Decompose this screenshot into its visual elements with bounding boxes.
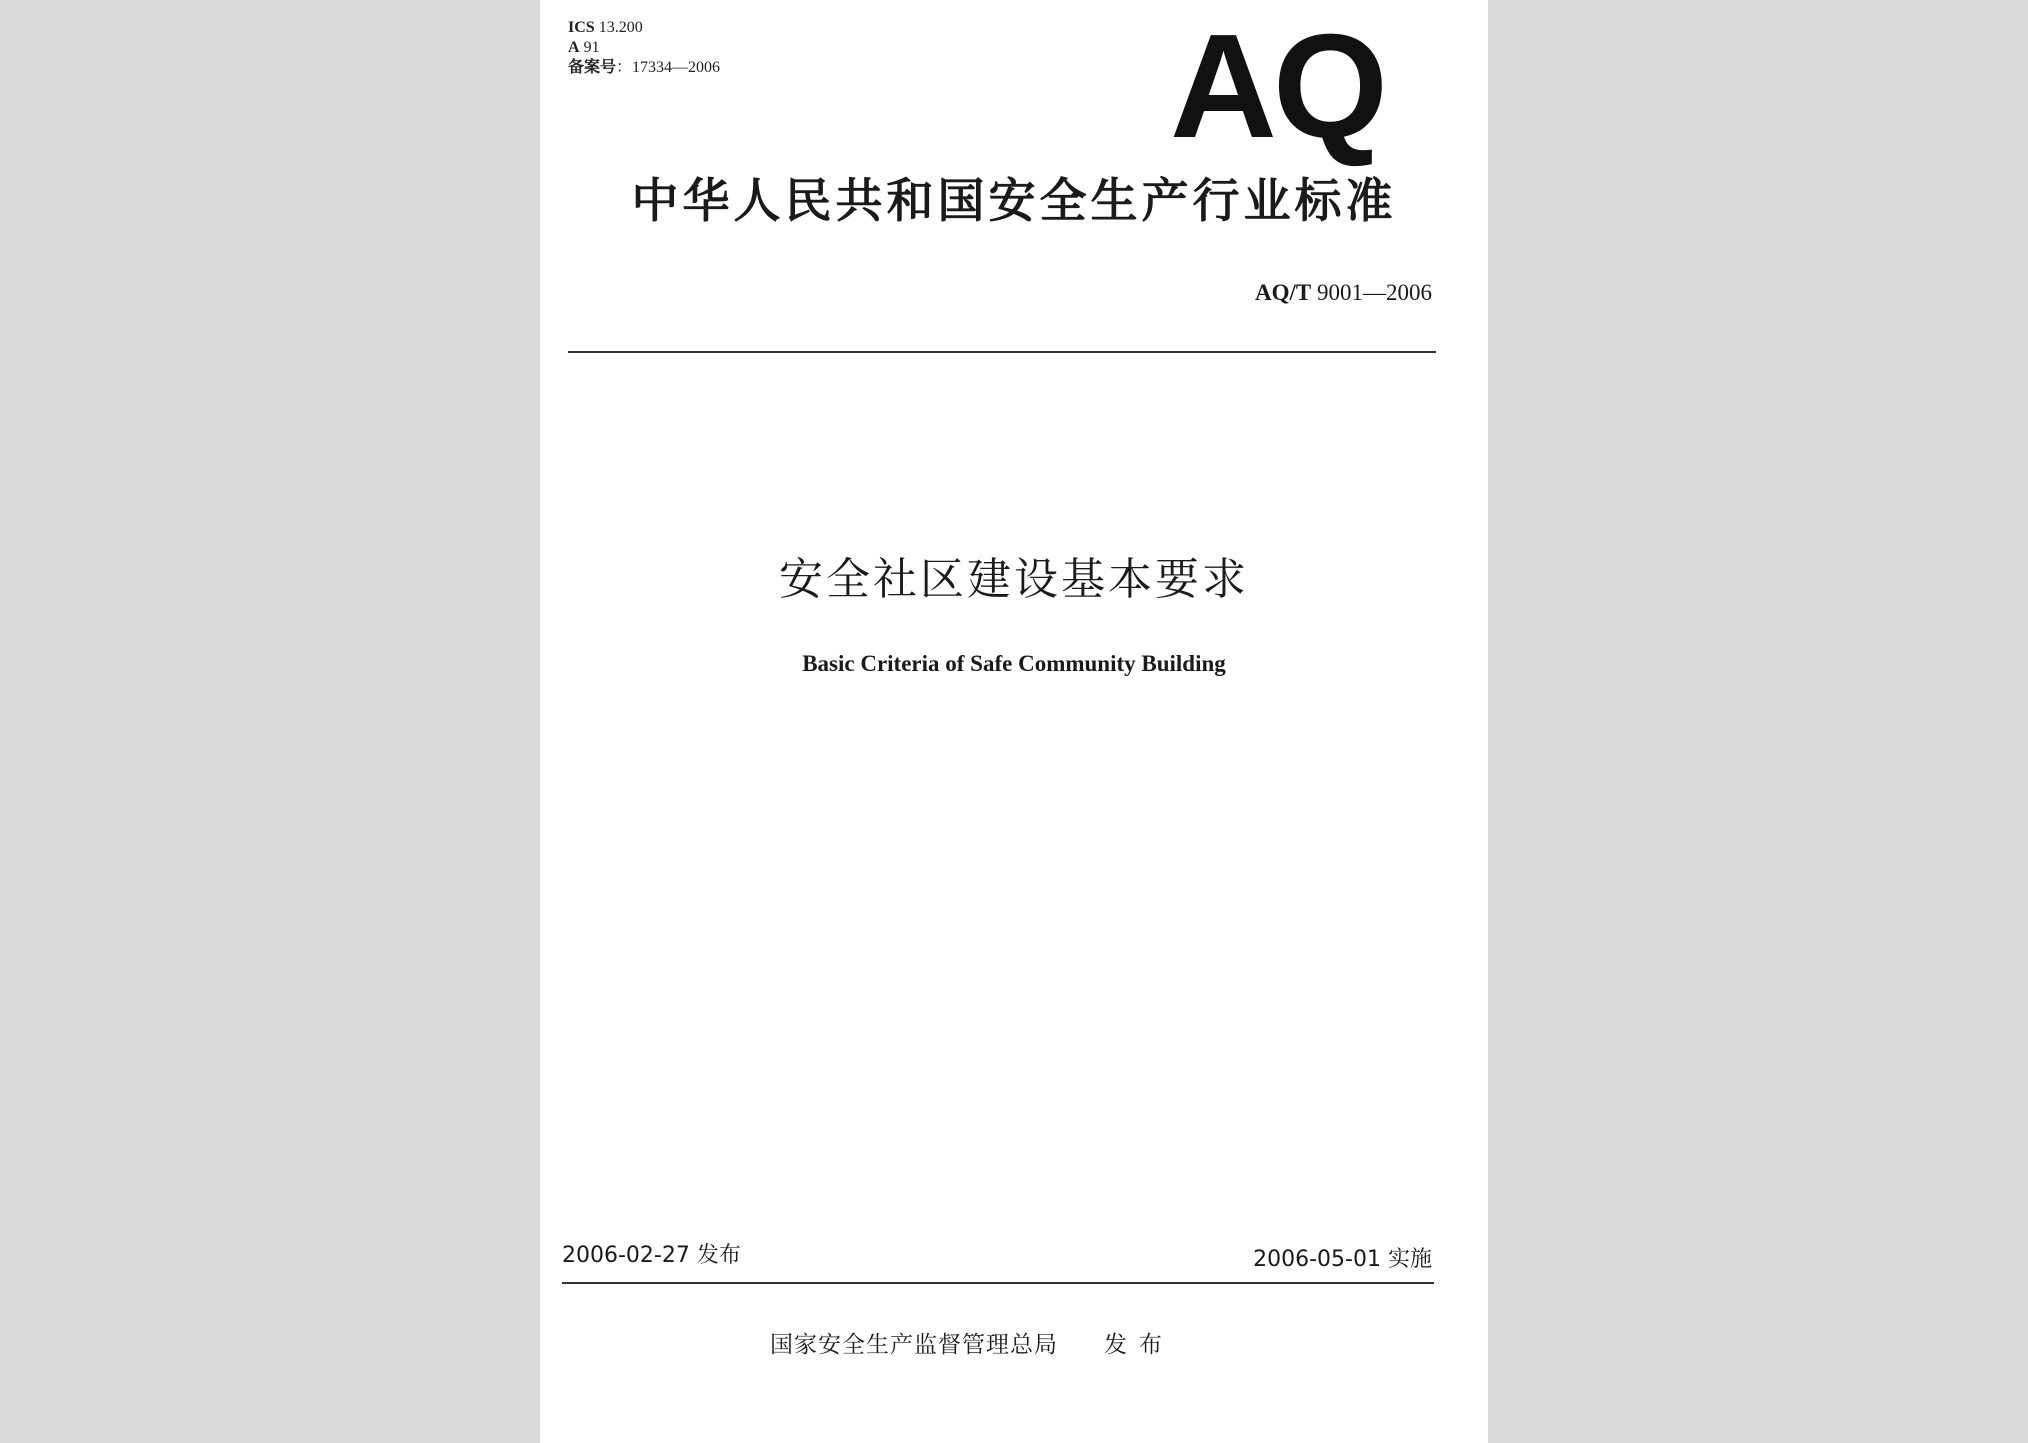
effective-date-value: 2006-05-01 <box>1253 1247 1381 1272</box>
document-title-en: Basic Criteria of Safe Community Building <box>802 651 1226 676</box>
publisher-name: 国家安全生产监督管理总局 <box>770 1332 1058 1358</box>
ics-line <box>568 18 720 38</box>
issue-date <box>562 1240 741 1272</box>
footer-divider <box>562 1282 1434 1284</box>
effective-date-label: 实施 <box>1387 1247 1432 1272</box>
ics-key: ICS <box>568 19 595 36</box>
document-title-cn: 安全社区建设基本要求 <box>779 554 1249 605</box>
effective-date <box>1253 1244 1432 1276</box>
document-cover-page <box>540 0 1488 1443</box>
record-separator: ： <box>616 59 633 76</box>
ics-value: 13.200 <box>598 19 643 36</box>
class-line <box>568 38 720 58</box>
standard-code-prefix: AQ/T <box>1255 280 1312 305</box>
publisher-line <box>770 1328 1174 1362</box>
issue-date-value: 2006-02-27 <box>562 1243 690 1268</box>
classification-block <box>568 18 720 78</box>
standard-code <box>1255 278 1432 308</box>
record-line <box>568 58 720 78</box>
header-divider <box>568 351 1436 353</box>
issue-date-label: 发布 <box>696 1243 741 1268</box>
class-key: A <box>568 39 580 56</box>
aq-logo: AQ <box>1170 4 1384 169</box>
standard-title: 中华人民共和国安全生产行业标准 <box>631 174 1397 229</box>
standard-code-number: 9001—2006 <box>1317 280 1432 305</box>
record-value: 17334—2006 <box>632 59 721 76</box>
record-label: 备案号 <box>568 59 617 76</box>
class-value: 91 <box>583 39 600 56</box>
publisher-action: 发布 <box>1104 1332 1174 1358</box>
